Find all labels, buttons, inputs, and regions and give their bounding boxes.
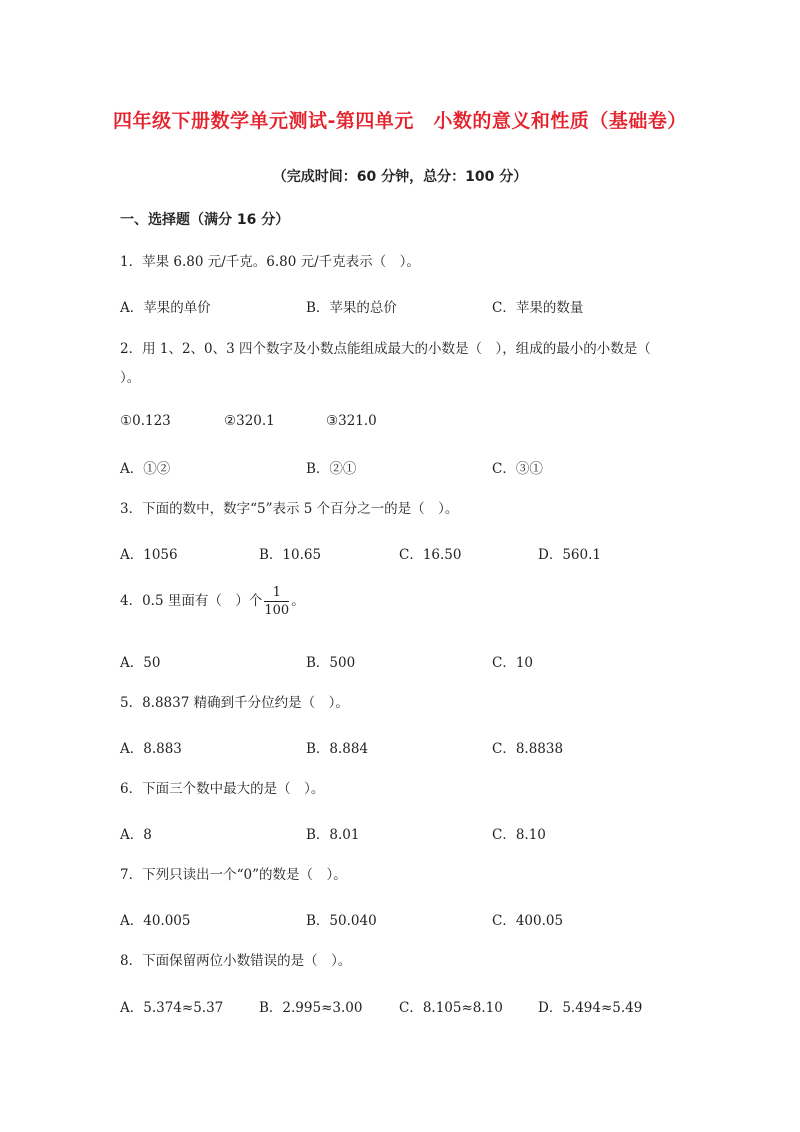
q6-option-b: B．8.01 [306, 827, 360, 843]
q8-option-b: B．2.995≈3.00 [259, 1000, 363, 1016]
q2-option-a: A．①② [120, 461, 171, 477]
q2-option-b: B．②① [306, 461, 357, 477]
question-4 [120, 584, 305, 619]
q7-option-c: C．400.05 [492, 913, 564, 929]
fraction-numerator: 1 [264, 584, 289, 602]
q4-option-c: C．10 [492, 655, 534, 671]
question-6: 6．下面三个数中最大的是（ ）。 [120, 781, 325, 797]
question-1: 1．苹果 6.80 元/千克。6.80 元/千克表示（ ）。 [120, 254, 420, 270]
q2-option-c: C．③① [492, 461, 543, 477]
exam-info: （完成时间：60 分钟，总分：100 分） [272, 169, 528, 185]
question-5: 5．8.8837 精确到千分位约是（ ）。 [120, 695, 349, 711]
q3-option-c: C．16.50 [399, 547, 462, 563]
q6-option-c: C．8.10 [492, 827, 546, 843]
q8-option-c: C．8.105≈8.10 [399, 1000, 503, 1016]
question-8: 8．下面保留两位小数错误的是（ ）。 [120, 953, 352, 969]
q2-item-2: ②320.1 [224, 413, 275, 429]
question-2-line-1: 2．用 1、2、0、3 四个数字及小数点能组成最大的小数是（ ），组成的最小的小数是（ [120, 341, 651, 357]
q8-option-d: D．5.494≈5.49 [538, 1000, 643, 1016]
q2-item-1: ①0.123 [120, 413, 171, 429]
q7-option-b: B．50.040 [306, 913, 377, 929]
q4-option-a: A．50 [120, 655, 161, 671]
q5-option-b: B．8.884 [306, 741, 369, 757]
fraction [264, 584, 289, 619]
q3-option-b: B．10.65 [259, 547, 322, 563]
question-2-line-2: ）。 [120, 370, 141, 386]
q5-option-a: A．8.883 [120, 741, 182, 757]
question-4-text: 4．0.5 里面有（ ）个 [120, 593, 263, 609]
question-7: 7．下列只读出一个“0”的数是（ ）。 [120, 867, 347, 883]
q1-option-c: C．苹果的数量 [492, 300, 584, 316]
q2-item-3: ③321.0 [326, 413, 377, 429]
q5-option-c: C．8.8838 [492, 741, 564, 757]
section-heading: 一、选择题（满分 16 分） [120, 212, 290, 228]
q7-option-a: A．40.005 [120, 913, 191, 929]
question-3: 3．下面的数中，数字“5”表示 5 个百分之一的是（ ）。 [120, 501, 459, 517]
q4-option-b: B．500 [306, 655, 356, 671]
q8-option-a: A．5.374≈5.37 [120, 1000, 224, 1016]
question-4-end: 。 [291, 593, 305, 609]
q3-option-a: A．1056 [120, 547, 178, 563]
page-title: 四年级下册数学单元测试-第四单元 小数的意义和性质（基础卷） [113, 110, 687, 132]
q3-option-d: D．560.1 [538, 547, 601, 563]
fraction-denominator: 100 [264, 603, 290, 618]
q1-option-a: A．苹果的单价 [120, 300, 211, 316]
q1-option-b: B．苹果的总价 [306, 300, 397, 316]
q6-option-a: A．8 [120, 827, 152, 843]
